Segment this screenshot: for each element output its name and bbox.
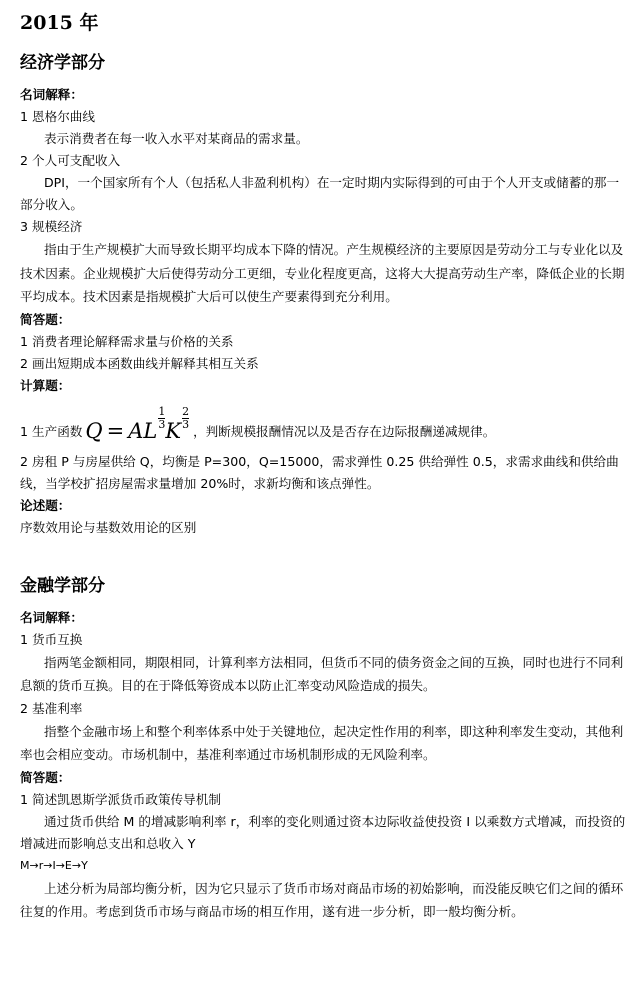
econ-term-2-text: DPI，一个国家所有个人（包括私人非盈利机构）在一定时期内实际得到的可由于个人开支或储蓄的那一部分收入。: [20, 175, 620, 212]
formula-al: AL: [128, 418, 158, 443]
calc-1: [20, 397, 630, 443]
econ-term-2-head: 2 个人可支配收入: [20, 153, 121, 168]
finance-term-2-text: 指整个金融市场上和整个利率体系中处于关键地位，起决定性作用的利率，即这种利率发生变动，其他利率也会相应变动。市场机制中，基准利率通过市场机制形成的无风险利率。: [20, 723, 624, 762]
finance-analysis: 上述分析为局部均衡分析，因为它只显示了货币市场对商品市场的初始影响，而没能反映它们之间的循环往复的作用。考虑到货币市场与商品市场的相互作用，遂有进一步分析，即一般均衡分析。: [20, 880, 624, 919]
formula-exponent-2: [182, 406, 189, 431]
finance-term-1-head: 1 货币互换: [20, 631, 83, 647]
calc-1-prefix: 1 生产函数: [20, 423, 83, 439]
finance-section-title: 金融学部分: [20, 575, 105, 596]
econ-term-3-text: 指由于生产规模扩大而导致长期平均成本下降的情况。产生规模经济的主要原因是劳动分工与专业化以及技术因素。企业规模扩大后使得劳动分工更细，专业化程度更高，这将大大提高劳动生产率，降低企业的长期平均成本。技术因素是指规模扩大后可以使生产要素得到充分利用。: [20, 242, 625, 304]
formula-k: K: [165, 418, 182, 443]
econ-term-3-head: 3 规模经济: [20, 219, 83, 234]
econ-essay-item: 序数效用论与基数效用论的区别: [20, 519, 197, 535]
year-title: 2015 年: [20, 12, 99, 34]
econ-term-1-head: 1 恩格尔曲线: [20, 109, 95, 124]
finance-term-1-text: 指两笔金额相同，期限相同，计算利率方法相同，但货币不同的债务资金之间的互换，同时也进行不同利息额的货币互换。目的在于降低筹资成本以防止汇率变动风险造成的损失。: [20, 654, 624, 693]
production-function-formula: [85, 406, 189, 443]
finance-short-head: 1 简述凯恩斯学派货币政策传导机制: [20, 791, 221, 807]
document-page: [20, 8, 630, 924]
econ-calc-label: 计算题：: [20, 377, 71, 393]
econ-term-1-text: 表示消费者在每一收入水平对某商品的需求量。: [43, 131, 309, 146]
finance-term-2-head: 2 基准利率: [20, 700, 83, 716]
transmission-chain: M→r→I→E→Y: [20, 858, 88, 872]
econ-short-label: 简答题：: [20, 311, 71, 327]
calc-1-suffix: ，判断规模报酬情况以及是否存在边际报酬递减规律。: [193, 423, 496, 439]
finance-terms-label: 名词解释：: [20, 609, 83, 625]
finance-short-label: 简答题：: [20, 769, 71, 785]
exp2-denominator: 3: [182, 417, 190, 431]
exp1-numerator: 1: [158, 404, 166, 418]
exp2-numerator: 2: [182, 404, 190, 418]
formula-equals: =: [106, 418, 125, 443]
formula-lhs: Q: [85, 418, 103, 443]
economics-section-title: 经济学部分: [20, 53, 105, 73]
econ-short-item-2: 2 画出短期成本函数曲线并解释其相互关系: [20, 355, 259, 371]
exp1-denominator: 3: [158, 417, 166, 431]
calc-2: 2 房租 P 与房屋供给 Q，均衡是 P=300，Q=15000，需求弹性 0.25 供给弹性 0.5，求需求曲线和供给曲线，当学校扩招房屋需求量增加 20%时，求新均衡和该点弹性。: [20, 453, 619, 491]
econ-terms-label: 名词解释：: [20, 87, 83, 102]
econ-short-item-1: 1 消费者理论解释需求量与价格的关系: [20, 333, 234, 349]
finance-short-text: 通过货币供给 M 的增减影响利率 r，利率的变化则通过资本边际收益使投资 I 以乘数方式增减，而投资的增减进而影响总支出和总收入 Y: [20, 813, 626, 851]
econ-essay-label: 论述题：: [20, 497, 71, 513]
